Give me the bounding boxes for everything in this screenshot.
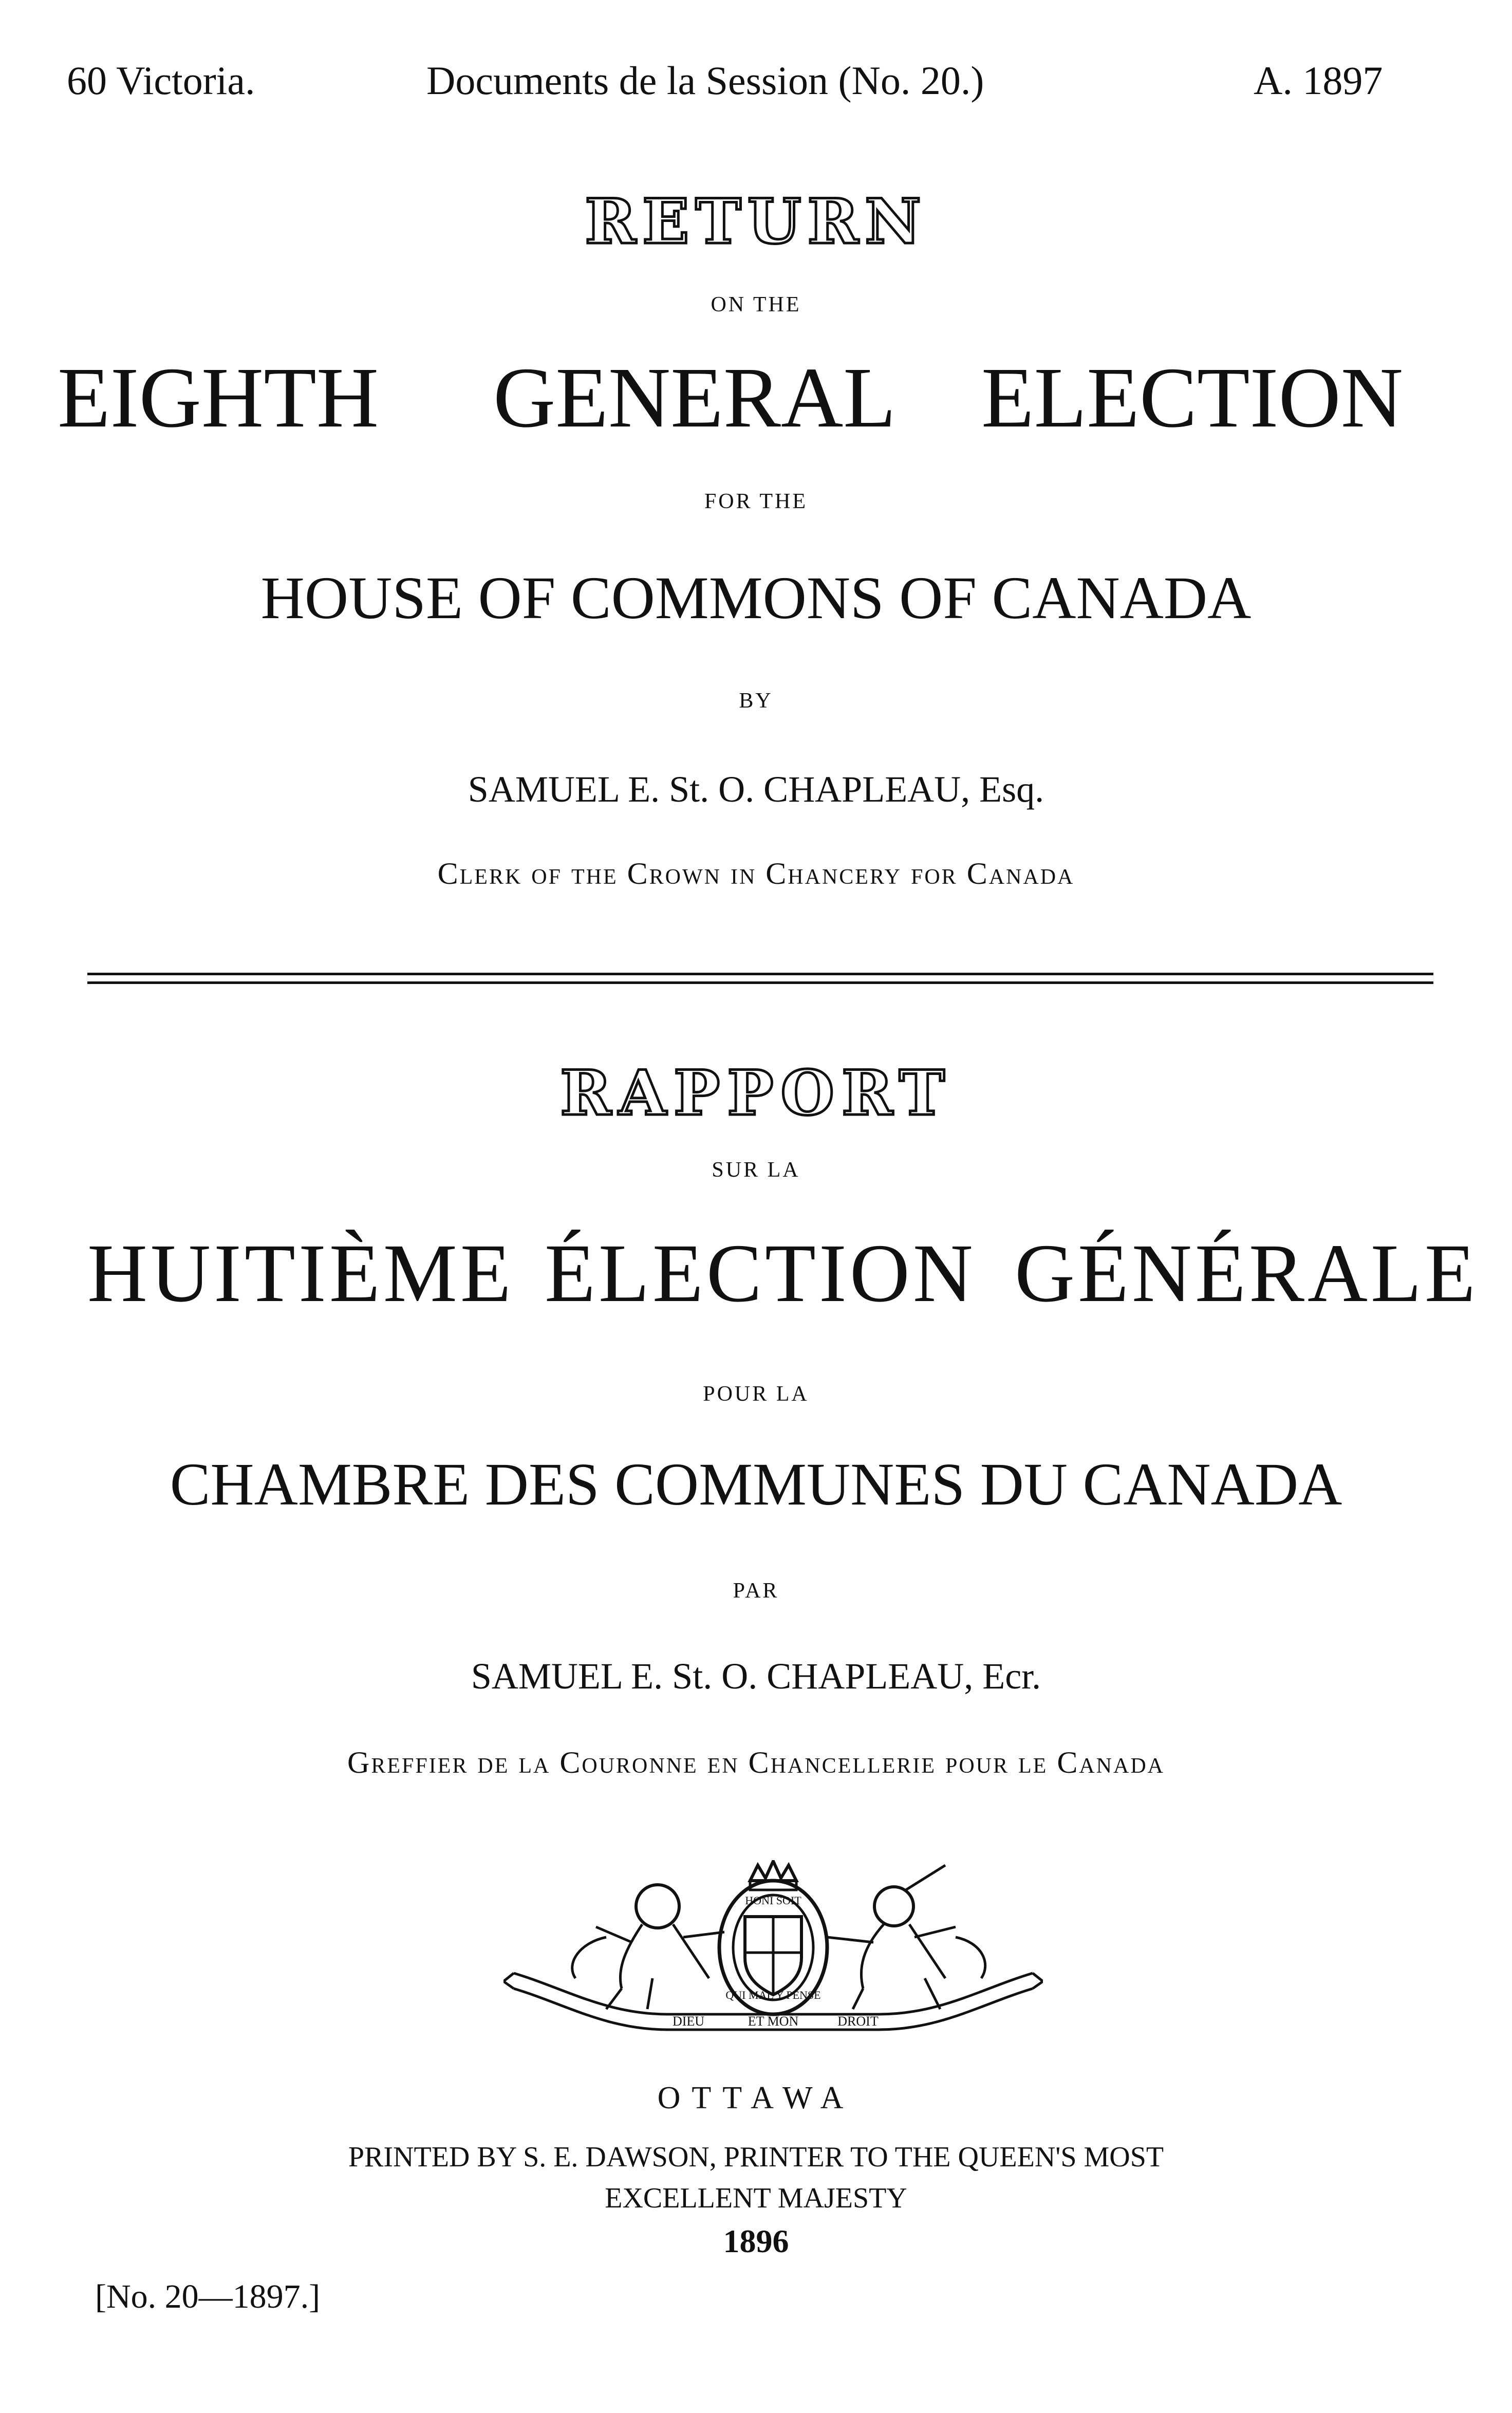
french-author: SAMUEL E. St. O. CHAPLEAU, Ecr. (471, 1656, 1041, 1697)
svg-text:HONI SOIT: HONI SOIT (745, 1894, 801, 1907)
english-title-word-2: GENERAL (493, 350, 896, 446)
english-author: SAMUEL E. St. O. CHAPLEAU, Esq. (468, 769, 1044, 810)
svg-text:ET MON: ET MON (748, 2014, 799, 2029)
english-for-the: FOR THE (704, 490, 808, 513)
svg-text:DIEU: DIEU (672, 2014, 705, 2029)
header-right: A. 1897 (1254, 58, 1383, 103)
divider-rule-bottom (87, 981, 1433, 984)
french-office: Greffier de la Couronne en Chancellerie pour le Canada (347, 1746, 1165, 1779)
french-sur-la: SUR LA (712, 1158, 800, 1182)
french-title-word-3: GÉNÉRALE (1015, 1228, 1479, 1320)
english-title-word-1: EIGHTH (58, 350, 379, 446)
divider-rule-top (87, 973, 1433, 975)
english-house-title: HOUSE OF COMMONS OF CANADA (260, 564, 1252, 632)
imprint-printer-line-2: EXCELLENT MAJESTY (605, 2182, 907, 2214)
royal-coat-of-arms-icon (503, 1860, 1043, 2035)
english-office: Clerk of the Crown in Chancery for Canada (437, 857, 1075, 890)
header-left: 60 Victoria. (67, 58, 255, 103)
imprint-year: 1896 (723, 2223, 789, 2259)
english-on-the: ON THE (711, 293, 801, 317)
english-heading: RETURN (585, 185, 927, 258)
header-center: Documents de la Session (No. 20.) (426, 58, 984, 103)
imprint-printer-line-1: PRINTED BY S. E. DAWSON, PRINTER TO THE QUEEN'S MOST (348, 2141, 1164, 2173)
svg-text:QUI MAL Y PENSE: QUI MAL Y PENSE (725, 1989, 821, 2001)
footer-number: [No. 20—1897.] (95, 2278, 321, 2315)
french-title-word-1: HUITIÈME (87, 1228, 514, 1320)
english-title-word-3: ELECTION (981, 350, 1404, 446)
english-by: BY (739, 689, 773, 713)
french-house-title: CHAMBRE DES COMMUNES DU CANADA (170, 1451, 1342, 1518)
french-title-word-2: ÉLECTION (545, 1228, 976, 1320)
french-pour-la: POUR LA (703, 1382, 809, 1406)
french-heading: RAPPORT (560, 1057, 952, 1129)
imprint-city: OTTAWA (657, 2081, 855, 2115)
french-par: PAR (733, 1579, 779, 1603)
svg-text:DROIT: DROIT (837, 2014, 879, 2029)
